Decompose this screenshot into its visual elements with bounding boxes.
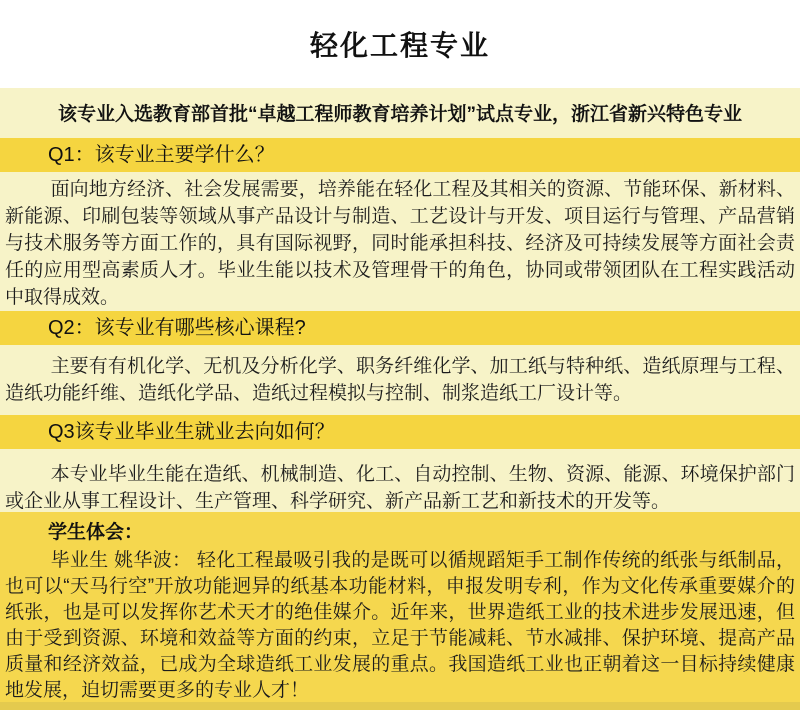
intro-line: 该专业入选教育部首批“卓越工程师教育培养计划”试点专业，浙江省新兴特色专业: [57, 104, 742, 125]
page-title: 轻化工程专业: [309, 30, 490, 61]
q2-heading-bar: [0, 311, 800, 345]
qa-area: [0, 88, 800, 512]
student-heading: 学生体会：: [48, 522, 144, 543]
q2-answer: 主要有有机化学、无机及分析化学、职务纤维化学、加工纸与特种纸、造纸原理与工程、造纸功能纤维、造纸化学品、造纸过程模拟与控制、制浆造纸工厂设计等。: [5, 356, 795, 404]
q3-heading: Q3该专业毕业生就业去向如何？: [48, 421, 335, 443]
bottom-strip: [0, 702, 800, 710]
q2-heading: Q2：该专业有哪些核心课程?: [48, 317, 306, 339]
student-body: 毕业生 姚华波： 轻化工程最吸引我的是既可以循规蹈矩手工制作传统的纸张与纸制品，也可以“天马行空”开放功能迥异的纸基本功能材料，申报发明专利，作为文化传承重要媒介的纸张，也是可以发挥你艺术天才的绝佳媒介。近年来，世界造纸工业的技术进步发展迅速，但由于受到资源、环境和效益等方面的约束，立足于节能减耗、节水减排、保护环境、提高产品质量和经济效益，已成为全球造纸工业发展的重点。我国造纸工业也正朝着这一目标持续健康地发展，迫切需要更多的专业人才！: [5, 550, 795, 701]
title-band: [0, 0, 800, 88]
q3-answer: 本专业毕业生能在造纸、机械制造、化工、自动控制、生物、资源、能源、环境保护部门或企业从事工程设计、生产管理、科学研究、新产品新工艺和新技术的开发等。: [5, 464, 795, 512]
student-section: [0, 512, 800, 702]
q1-heading-bar: [0, 138, 800, 172]
q3-heading-bar: [0, 415, 800, 449]
q1-answer: 面向地方经济、社会发展需要，培养能在轻化工程及其相关的资源、节能环保、新材料、新能源、印刷包装等领域从事产品设计与制造、工艺设计与开发、项目运行与管理、产品营销与技术服务等方面工作的，具有国际视野，同时能承担科技、经济及可持续发展等方面社会责任的应用型高素质人才。毕业生能以技术及管理骨干的角色，协同或带领团队在工程实践活动中取得成效。: [5, 179, 795, 308]
q1-heading: Q1：该专业主要学什么？: [48, 144, 275, 166]
